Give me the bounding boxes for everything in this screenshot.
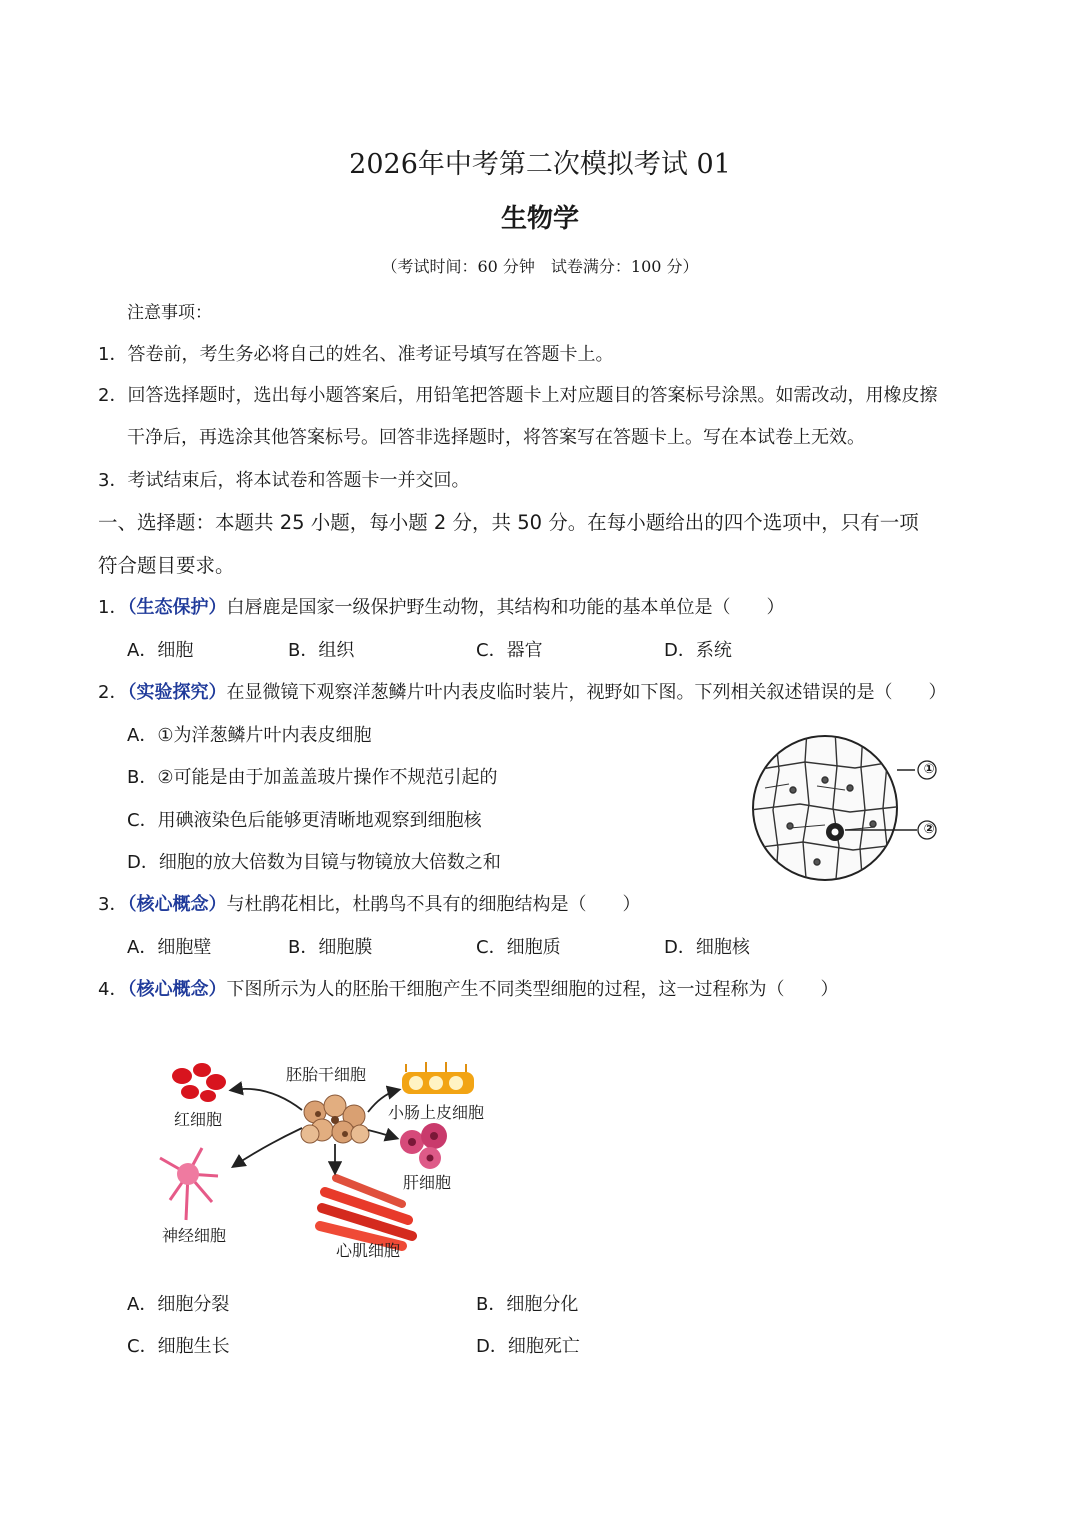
intestinal-epithelial-cells [402, 1062, 474, 1094]
q1-option-c: C．器官 [476, 640, 543, 661]
red-blood-cells [172, 1063, 226, 1102]
section-heading-cont: 符合题目要求。 [98, 554, 235, 577]
cardiac-muscle-cells [320, 1178, 412, 1246]
question-1 [98, 593, 784, 619]
liver-cells [400, 1123, 447, 1169]
question-tag: （核心概念） [127, 979, 227, 1000]
label-cardiac-muscle-cell: 心肌细胞 [336, 1241, 401, 1260]
question-number: 2． [98, 682, 128, 703]
q4-option-c: C．细胞生长 [127, 1336, 230, 1357]
question-3 [98, 890, 640, 916]
q2-option-d: D．细胞的放大倍数为目镜与物镜放大倍数之和 [127, 852, 501, 873]
figure-label-2: ② [923, 822, 935, 837]
subject-title: 生物学 [500, 204, 579, 234]
q4-option-b: B．细胞分化 [476, 1294, 579, 1315]
label-liver-cell: 肝细胞 [403, 1173, 452, 1192]
question-tag: （生态保护） [127, 597, 227, 618]
q2-option-b: B．②可能是由于加盖盖玻片操作不规范引起的 [127, 767, 498, 788]
q3-option-b: B．细胞膜 [288, 937, 373, 958]
question-stem: 白唇鹿是国家一级保护野生动物，其结构和功能的基本单位是（ ） [226, 597, 785, 618]
question-stem: 下图所示为人的胚胎干细胞产生不同类型细胞的过程，这一过程称为（ ） [226, 979, 839, 1000]
microscope-field-figure [745, 730, 955, 885]
notes-heading: 注意事项： [127, 303, 212, 323]
question-stem: 与杜鹃花相比，杜鹃鸟不具有的细胞结构是（ ） [226, 894, 641, 915]
figure-label-1: ① [923, 762, 935, 777]
note-item-2: 2．回答选择题时，选出每小题答案后，用铅笔把答题卡上对应题目的答案标号涂黑。如需改动，用橡皮擦 [98, 385, 938, 406]
air-bubble [826, 823, 844, 841]
q3-option-d: D．细胞核 [664, 937, 750, 958]
note-item-1: 1．答卷前，考生务必将自己的姓名、准考证号填写在答题卡上。 [98, 344, 614, 365]
question-number: 3． [98, 894, 128, 915]
q2-option-a: A．①为洋葱鳞片叶内表皮细胞 [127, 725, 372, 746]
q1-option-a: A．细胞 [127, 640, 194, 661]
embryonic-stem-cells [301, 1095, 369, 1143]
q2-option-c: C．用碘液染色后能够更清晰地观察到细胞核 [127, 810, 482, 831]
q3-option-a: A．细胞壁 [127, 937, 212, 958]
q1-option-b: B．组织 [288, 640, 355, 661]
note-item-3: 3．考试结束后，将本试卷和答题卡一并交回。 [98, 470, 470, 491]
q4-option-a: A．细胞分裂 [127, 1294, 230, 1315]
q1-option-d: D．系统 [664, 640, 732, 661]
question-number: 4． [98, 979, 128, 1000]
question-tag: （实验探究） [127, 682, 227, 703]
question-4 [98, 975, 838, 1001]
label-embryonic-stem-cell: 胚胎干细胞 [286, 1065, 367, 1084]
exam-title: 2026年中考第二次模拟考试 01 [349, 149, 731, 180]
label-intestinal-cell: 小肠上皮细胞 [388, 1103, 485, 1122]
nerve-cell-body [177, 1163, 199, 1185]
note-item-2-cont: 干净后，再选涂其他答案标号。回答非选择题时，将答案写在答题卡上。写在本试卷上无效。 [127, 427, 865, 448]
q4-option-d: D．细胞死亡 [476, 1336, 580, 1357]
question-stem: 在显微镜下观察洋葱鳞片叶内表皮临时装片，视野如下图。下列相关叙述错误的是（ ） [226, 682, 947, 703]
label-red-blood-cell: 红细胞 [174, 1110, 223, 1129]
question-number: 1． [98, 597, 128, 618]
section-heading: 一、选择题：本题共 25 小题，每小题 2 分，共 50 分。在每小题给出的四个选项中，只有一项 [98, 511, 919, 534]
question-2 [98, 678, 946, 704]
question-tag: （核心概念） [127, 894, 227, 915]
exam-meta: （考试时间：60 分钟 试卷满分：100 分） [381, 257, 699, 276]
q3-option-c: C．细胞质 [476, 937, 561, 958]
label-nerve-cell: 神经细胞 [162, 1226, 227, 1245]
